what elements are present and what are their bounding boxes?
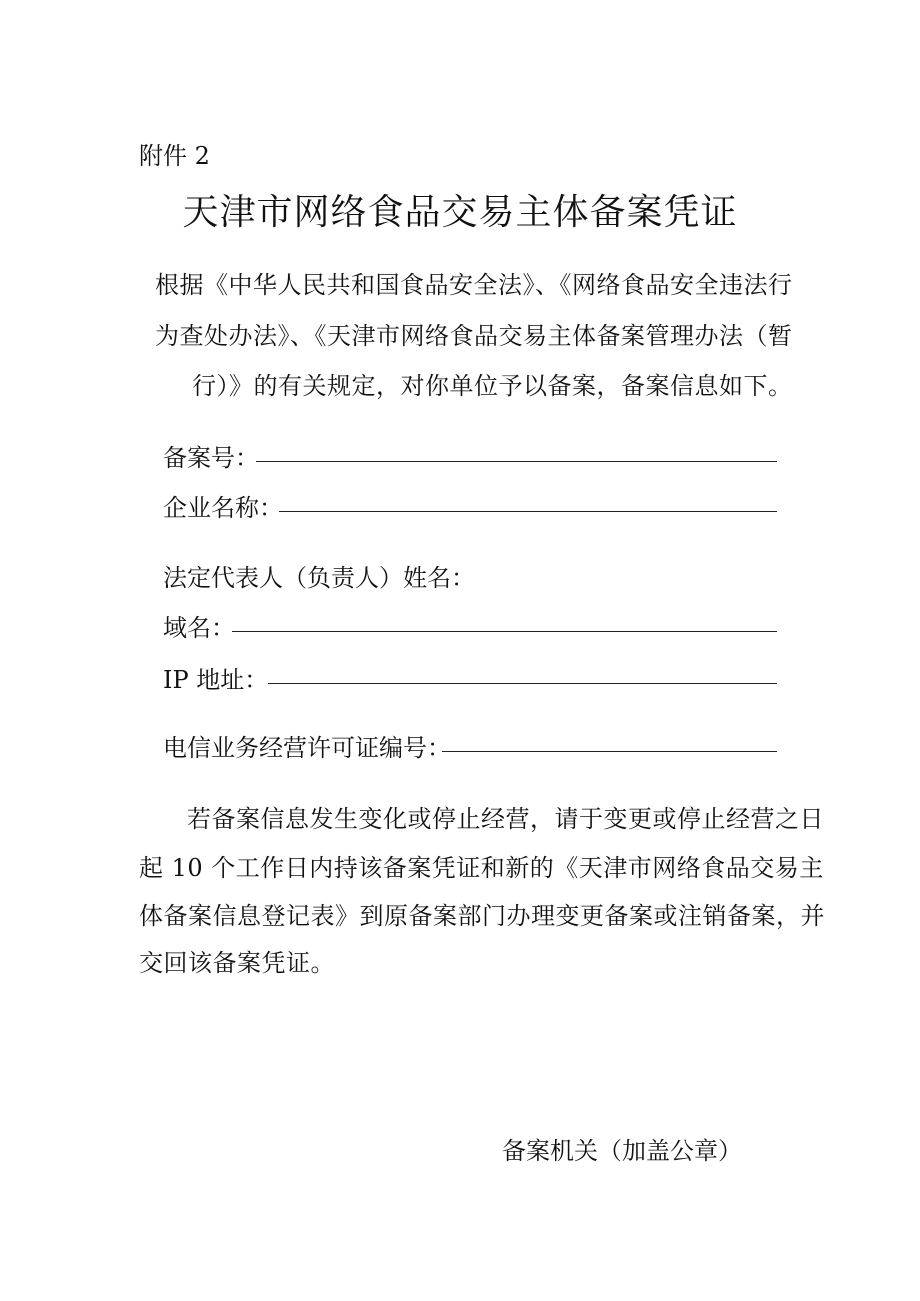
intro-line-1: 根据《中华人民共和国食品安全法》、《网络食品安全违法行: [155, 271, 793, 299]
telecom-license-line: [442, 751, 777, 752]
company-name-line: [279, 511, 777, 512]
filing-authority-signature: 备案机关（加盖公章）: [502, 1137, 742, 1165]
notice-line-3: 体备案信息登记表》到原备案部门办理变更备案或注销备案，并: [139, 902, 825, 930]
notice-line-4: 交回该备案凭证。: [139, 949, 335, 977]
document-title: 天津市网络食品交易主体备案凭证: [182, 192, 738, 233]
notice-line-1: 若备案信息发生变化或停止经营，请于变更或停止经营之日: [187, 805, 824, 833]
intro-line-3: 行）》的有关规定，对你单位予以备案，备案信息如下。: [192, 372, 793, 400]
telecom-license-label: 电信业务经营许可证编号：: [163, 734, 451, 762]
legal-rep-label: 法定代表人（负责人）姓名：: [163, 564, 475, 592]
filing-number-line: [256, 461, 777, 462]
ip-address-line: [268, 683, 777, 684]
attachment-label: 附件 2: [139, 142, 210, 170]
domain-line: [232, 631, 777, 632]
ip-address-label: IP 地址：: [163, 666, 269, 694]
filing-number-label: 备案号：: [163, 444, 259, 472]
notice-line-2: 起 10 个工作日内持该备案凭证和新的《天津市网络食品交易主: [139, 854, 824, 882]
domain-label: 域名：: [163, 614, 235, 642]
company-name-label: 企业名称：: [163, 494, 283, 522]
intro-line-2: 为查处办法》、《天津市网络食品交易主体备案管理办法（暂: [155, 322, 793, 350]
